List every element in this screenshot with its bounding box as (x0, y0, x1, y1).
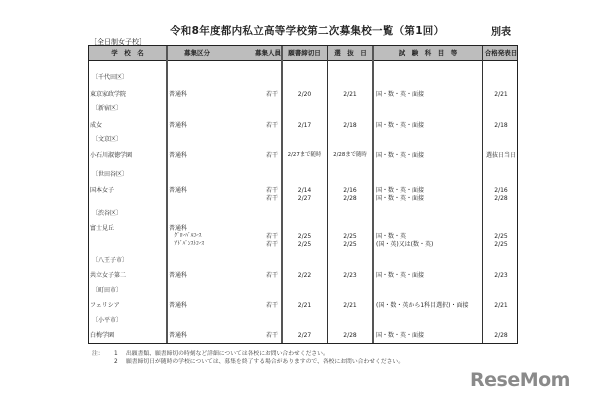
school-name: 成女 (90, 122, 103, 129)
division: 普通科 (169, 225, 188, 232)
selection-date: 2/28 (343, 195, 357, 202)
table-header (89, 46, 517, 61)
deadline: 2/21 (297, 302, 312, 309)
deadline: 2/17 (297, 122, 312, 129)
capacity: 若干 (265, 195, 278, 202)
school-name: 白梅学園 (90, 332, 115, 339)
district-label: 〔世田谷区〕 (92, 171, 129, 178)
capacity: 若干 (265, 91, 278, 98)
capacity: 若干 (265, 332, 278, 339)
footnote-text: 出願書類、願書締切の時刻など詳細については各校にお問い合わせください。 (126, 351, 329, 357)
recruitment-table (88, 45, 518, 344)
school-name: 小石川淑徳学園 (90, 152, 133, 159)
district-label: 〔文京区〕 (92, 136, 123, 143)
announce-date: 2/25 (494, 241, 508, 248)
col-division: 募集区分 (184, 49, 210, 57)
exam-subjects: (国・数・英から1科目選択)・面接 (376, 302, 469, 309)
deadline: 2/27まで随時 (287, 152, 322, 158)
selection-date: 2/16 (343, 187, 357, 194)
school-category: ［全日制女子校］ (90, 38, 146, 46)
deadline: 2/14 (297, 187, 312, 194)
school-name: 富士見丘 (90, 225, 115, 232)
selection-date: 2/18 (343, 122, 357, 129)
col-announce: 合格発表日 (484, 49, 518, 57)
column-divider (372, 46, 374, 343)
selection-date: 2/25 (343, 233, 357, 240)
col-subjects: 試 験 科 目 等 (398, 49, 458, 57)
announce-date: 2/21 (494, 302, 508, 309)
exam-subjects: 国・数・英・面接 (376, 272, 425, 279)
col-capacity: 募集人員 (255, 49, 281, 57)
exam-subjects: 国・数・英・面接 (376, 332, 425, 339)
announce-date: 2/25 (494, 233, 508, 240)
exam-subjects: 国・数・英・面接 (376, 195, 425, 202)
division: 普通科 (169, 91, 188, 98)
announce-date: 選抜日当日 (485, 152, 516, 159)
selection-date: 2/28 (343, 332, 357, 339)
division: 普通科 (169, 332, 188, 339)
deadline: 2/20 (297, 91, 312, 98)
division: 普通科 (169, 152, 188, 159)
footnotes (92, 350, 404, 366)
division: 普通科 (169, 272, 188, 279)
school-name: 東京家政学院 (90, 91, 127, 98)
appendix-label: 別表 (491, 27, 511, 38)
capacity: 若干 (265, 272, 278, 279)
col-selection: 選 抜 日 (334, 49, 367, 57)
announce-date: 2/16 (494, 187, 508, 194)
exam-subjects: 国・数・英・面接 (376, 122, 425, 129)
deadline: 2/22 (297, 272, 312, 279)
capacity: 若干 (265, 152, 278, 159)
announce-date: 2/28 (494, 332, 508, 339)
notes-label: 注： (92, 351, 104, 357)
capacity: 若干 (265, 122, 278, 129)
district-label: 〔渋谷区〕 (92, 210, 123, 217)
division: 普通科 (169, 302, 188, 309)
division: 普通科 (169, 187, 188, 194)
capacity: 若干 (265, 233, 278, 240)
school-name: 共立女子第二 (90, 272, 127, 279)
deadline: 2/25 (297, 241, 312, 248)
selection-date: 2/28まで随時 (333, 152, 367, 158)
district-label: 〔八王子市〕 (92, 257, 129, 264)
document-title: 令和8年度都内私立高等学校第二次募集校一覧（第1回） (170, 25, 445, 37)
capacity: 若干 (265, 302, 278, 309)
school-name: フェリシア (90, 302, 120, 309)
announce-date: 2/21 (494, 91, 508, 98)
footnote-number: 2 (114, 359, 118, 365)
col-school: 学 校 名 (111, 49, 144, 57)
course-name: ｸﾞﾛｰﾊﾞﾙｺｰｽ (169, 233, 202, 239)
exam-subjects: 国・数・英・面接 (376, 152, 425, 159)
footnote-text: 願書締切日が随時の学校については、募集を終了する場合がありますので、各校にお問い合わせください。 (126, 359, 405, 365)
capacity: 若干 (265, 187, 278, 194)
footnote-1 (92, 350, 404, 358)
district-label: 〔千代田区〕 (92, 74, 129, 81)
district-label: 〔小平市〕 (92, 317, 123, 324)
announce-date: 2/23 (494, 272, 508, 279)
exam-subjects: 国・数・英 (376, 233, 407, 240)
selection-date: 2/21 (343, 302, 357, 309)
selection-date: 2/25 (343, 241, 357, 248)
selection-date: 2/21 (343, 91, 357, 98)
footnote-number: 1 (114, 351, 118, 357)
resemom-logo: ReseMom (470, 369, 570, 391)
col-deadline: 願書締切日 (288, 49, 321, 57)
division: 普通科 (169, 122, 188, 129)
exam-subjects: 国・数・英・面接 (376, 91, 425, 98)
deadline: 2/27 (297, 195, 312, 202)
announce-date: 2/18 (494, 122, 508, 129)
course-name: ｱﾄﾞﾊﾞﾝｽﾄｺｰｽ (169, 241, 205, 247)
announce-date: 2/28 (494, 195, 508, 202)
school-name: 国本女子 (90, 187, 115, 194)
exam-subjects: (国・英)又は(数・英) (376, 241, 434, 248)
capacity: 若干 (265, 241, 278, 248)
column-divider (166, 46, 168, 343)
deadline: 2/25 (297, 233, 312, 240)
deadline: 2/27 (297, 332, 312, 339)
exam-subjects: 国・数・英・面接 (376, 187, 425, 194)
selection-date: 2/23 (343, 272, 357, 279)
footnote-2 (92, 358, 404, 366)
district-label: 〔新宿区〕 (92, 105, 123, 112)
district-label: 〔町田市〕 (92, 287, 123, 294)
